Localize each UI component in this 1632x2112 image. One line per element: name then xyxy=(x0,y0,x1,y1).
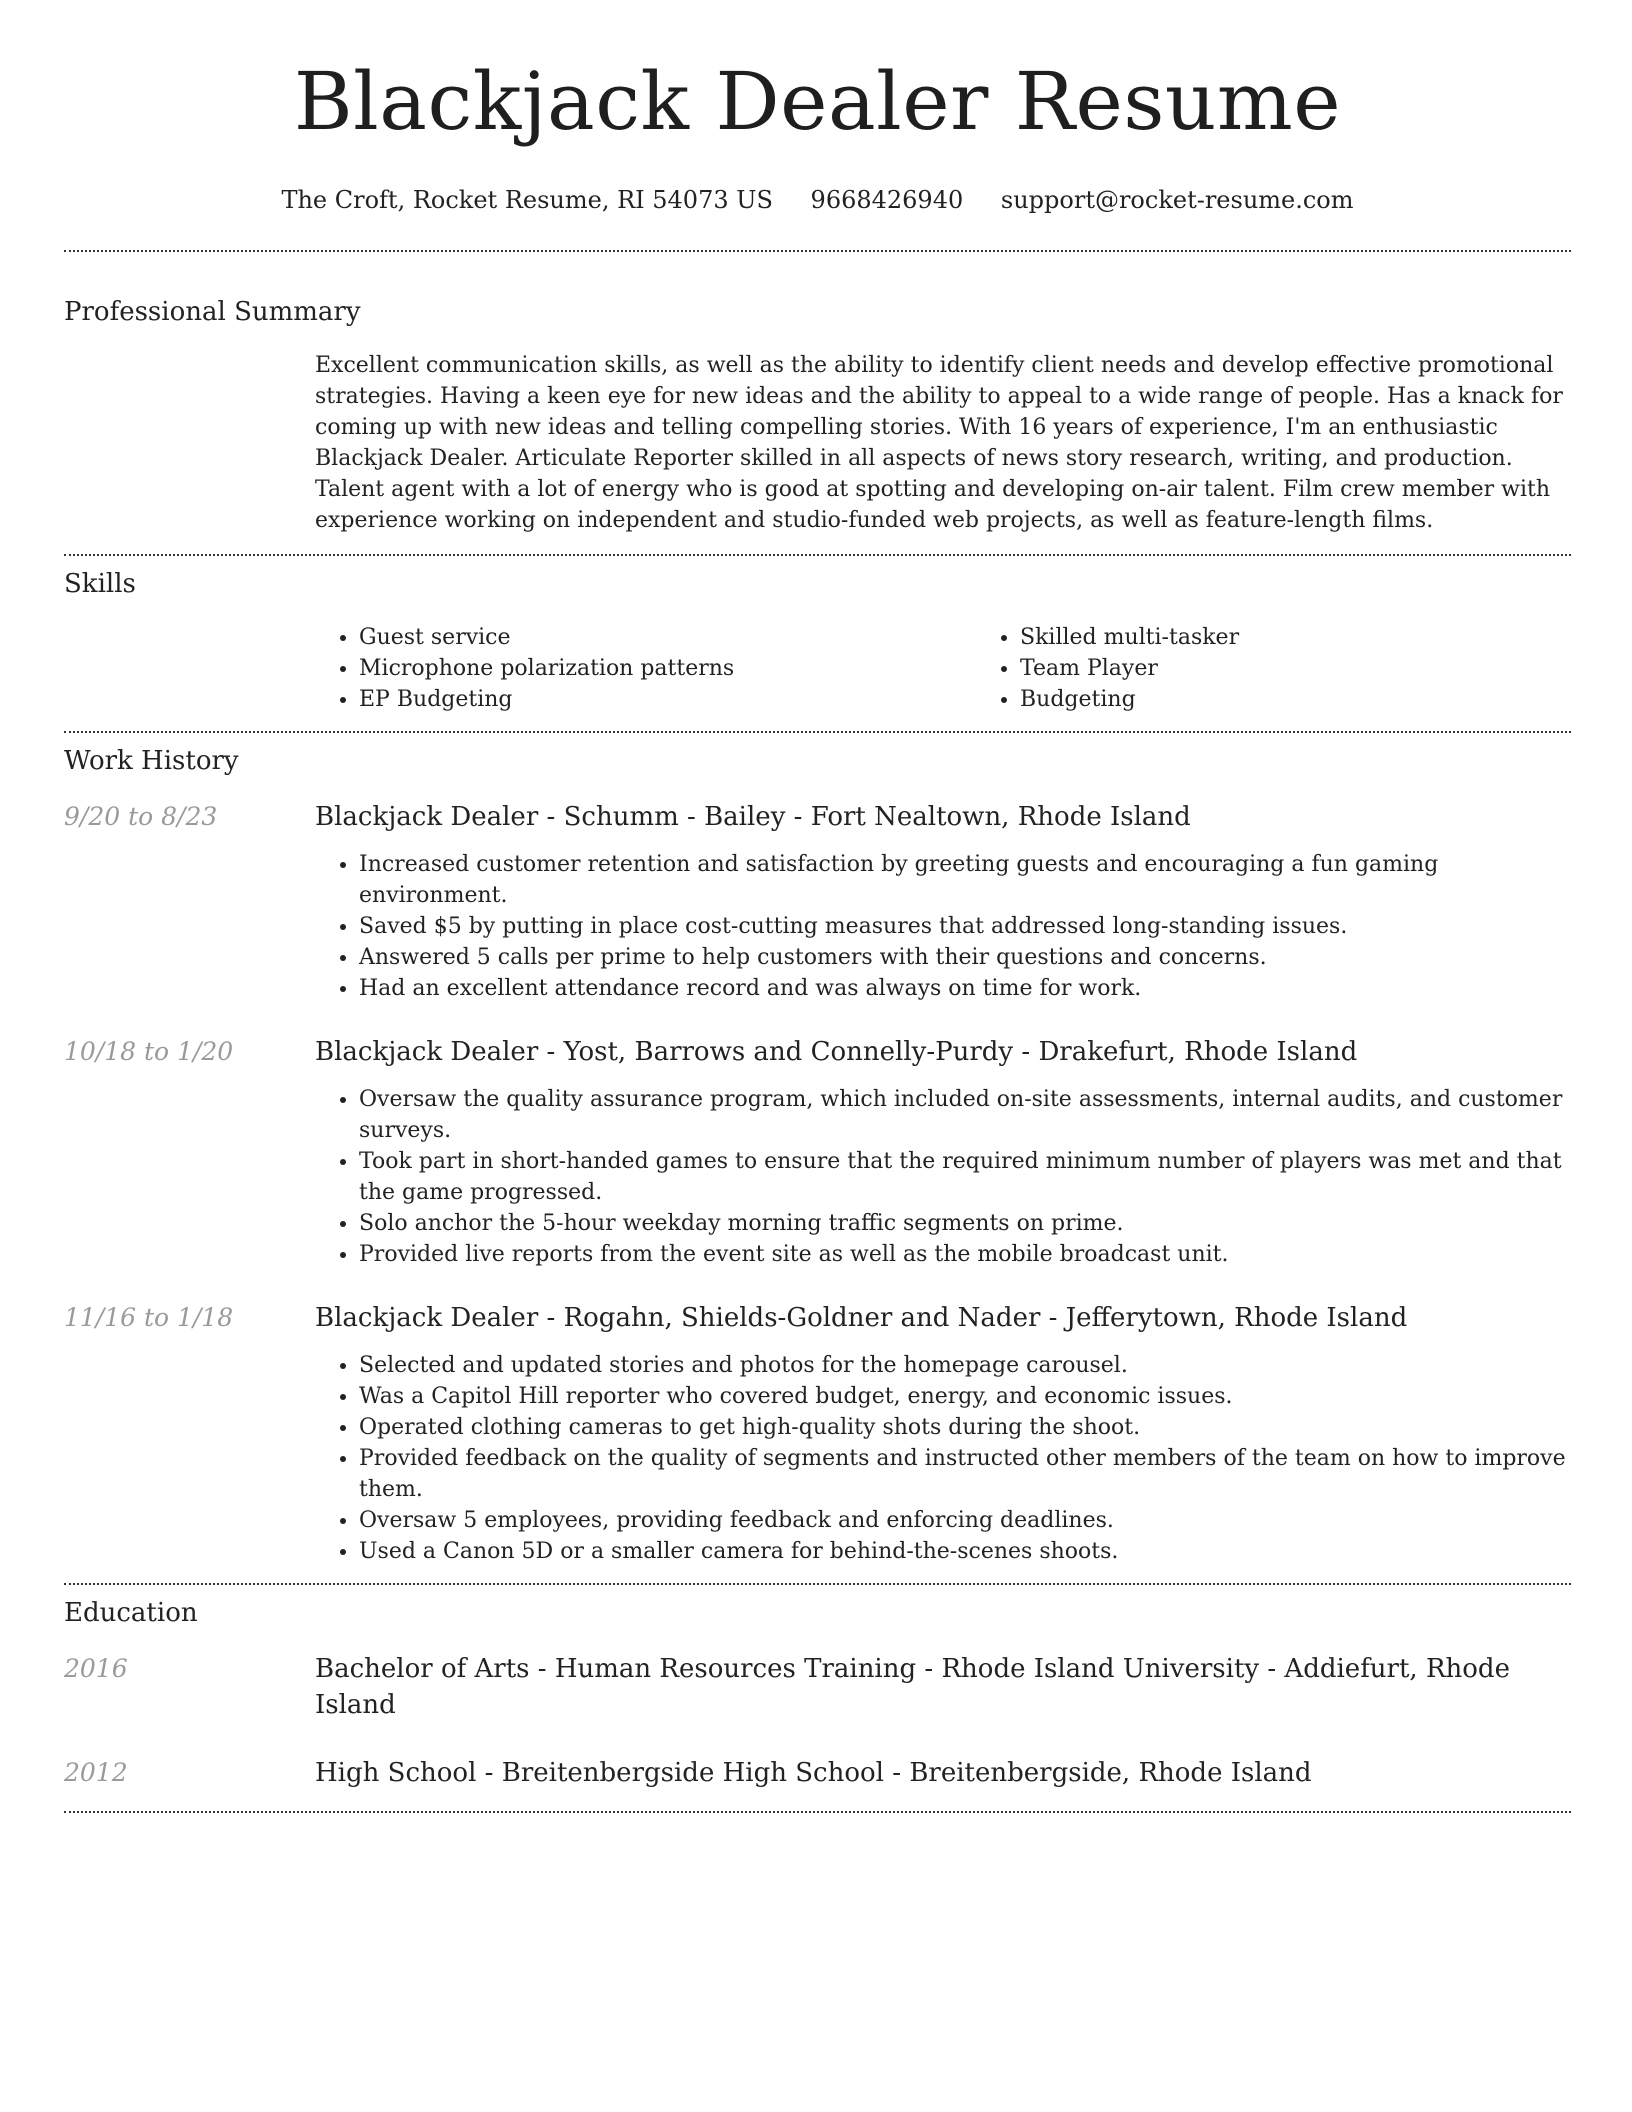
job-bullet: • Selected and updated stories and photos for the homepage carousel. xyxy=(359,1350,1571,1381)
job-heading: Blackjack Dealer - Rogahn, Shields-Goldner and Nader - Jefferytown, Rhode Island xyxy=(315,1303,1408,1333)
job-bullet: • Solo anchor the 5-hour weekday morning traffic segments on prime. xyxy=(359,1208,1571,1239)
education-location: Addiefurt, Rhode Island xyxy=(315,1654,1510,1720)
skills-list-left xyxy=(315,622,976,715)
job-dates: 11/16 to 1/18 xyxy=(64,1303,234,1332)
phone: 9668426940 xyxy=(810,186,964,214)
skills-section xyxy=(64,566,1571,715)
job-company: Yost, Barrows and Connelly-Purdy xyxy=(563,1037,1014,1067)
skill-item: • Guest service xyxy=(359,622,976,653)
section-title-education: Education xyxy=(64,1598,198,1628)
job-bullet: • Had an excellent attendance record and was always on time for work. xyxy=(359,973,1571,1004)
job-location: Drakefurt, Rhode Island xyxy=(1038,1037,1358,1067)
job-title: Blackjack Dealer xyxy=(315,1037,539,1067)
skill-item: • Team Player xyxy=(1020,653,1632,684)
education-location: Breitenbergside, Rhode Island xyxy=(909,1758,1312,1788)
job-bullet: • Provided feedback on the quality of segments and instructed other members of the team on how to improve them. xyxy=(359,1443,1571,1505)
job-bullet: • Oversaw the quality assurance program, which included on-site assessments, internal audits, and customer surveys. xyxy=(359,1084,1571,1146)
job-dates: 9/20 to 8/23 xyxy=(64,802,218,831)
skill-item: • Budgeting xyxy=(1020,684,1632,715)
job-title: Blackjack Dealer xyxy=(315,802,539,832)
education-field: Human Resources Training xyxy=(554,1654,917,1684)
job-bullet: • Oversaw 5 employees, providing feedback and enforcing deadlines. xyxy=(359,1505,1571,1536)
skills-list-right xyxy=(976,622,1632,715)
job-heading: Blackjack Dealer - Schumm - Bailey - Fort Nealtown, Rhode Island xyxy=(315,802,1191,832)
divider xyxy=(64,1583,1571,1585)
skill-item: • Skilled multi-tasker xyxy=(1020,622,1632,653)
summary-text: Excellent communication skills, as well as the ability to identify client needs and develop effective promotional strategies. Having a keen eye for new ideas and the ability to appeal to a wide range of people. Has a knack for coming up with new ideas and telling compelling stories. With 16 years of experience, I'm an enthusiastic Blackjack Dealer. Articulate Reporter skilled in all aspects of news story research, writing, and production. Talent agent with a lot of energy who is good at spotting and developing on-air talent. Film crew member with experience working on independent and studio-funded web projects, as well as feature-length films. xyxy=(315,353,1563,533)
education-heading: High School - Breitenbergside High School - Breitenbergside, Rhode Island xyxy=(315,1758,1312,1788)
skill-item: • Microphone polarization patterns xyxy=(359,653,976,684)
job-bullet: • Increased customer retention and satisfaction by greeting guests and encouraging a fun gaming environment. xyxy=(359,849,1571,911)
job-title: Blackjack Dealer xyxy=(315,1303,539,1333)
email[interactable]: support@rocket-resume.com xyxy=(1000,186,1354,214)
job-company: Rogahn, Shields-Goldner and Nader xyxy=(563,1303,1041,1333)
education-year: 2016 xyxy=(64,1654,128,1683)
job-bullet: • Answered 5 calls per prime to help customers with their questions and concerns. xyxy=(359,942,1571,973)
education-year: 2012 xyxy=(64,1758,128,1787)
work-history-section xyxy=(64,743,1571,1567)
education-degree: Bachelor of Arts xyxy=(315,1654,530,1684)
divider xyxy=(64,731,1571,733)
job-entry xyxy=(64,1034,1571,1270)
job-entry xyxy=(64,799,1571,1004)
summary-section xyxy=(64,294,1571,536)
job-location: Fort Nealtown, Rhode Island xyxy=(810,802,1191,832)
job-bullet: • Was a Capitol Hill reporter who covered budget, energy, and economic issues. xyxy=(359,1381,1571,1412)
job-bullets xyxy=(315,1084,1571,1270)
job-bullet: • Used a Canon 5D or a smaller camera for behind-the-scenes shoots. xyxy=(359,1536,1571,1567)
job-bullet: • Provided live reports from the event site as well as the mobile broadcast unit. xyxy=(359,1239,1571,1270)
resume-title: Blackjack Dealer Resume xyxy=(293,55,1342,148)
skill-item: • EP Budgeting xyxy=(359,684,976,715)
section-title-work: Work History xyxy=(64,746,239,776)
education-entry xyxy=(64,1755,1571,1791)
job-entry xyxy=(64,1300,1571,1567)
divider xyxy=(64,250,1571,252)
education-school: Rhode Island University xyxy=(941,1654,1260,1684)
address: The Croft, Rocket Resume, RI 54073 US xyxy=(281,186,773,214)
job-bullet: • Operated clothing cameras to get high-quality shots during the shoot. xyxy=(359,1412,1571,1443)
job-bullets xyxy=(315,1350,1571,1567)
job-location: Jefferytown, Rhode Island xyxy=(1065,1303,1408,1333)
section-title-summary: Professional Summary xyxy=(64,297,361,327)
education-school: Breitenbergside High School xyxy=(501,1758,884,1788)
resume-page xyxy=(64,0,1571,1813)
divider xyxy=(64,554,1571,556)
job-bullet: • Took part in short-handed games to ensure that the required minimum number of players was met and that the game progressed. xyxy=(359,1146,1571,1208)
education-section xyxy=(64,1595,1571,1791)
job-dates: 10/18 to 1/20 xyxy=(64,1037,234,1066)
education-degree: High School xyxy=(315,1758,477,1788)
job-company: Schumm - Bailey xyxy=(563,802,786,832)
education-entry xyxy=(64,1651,1571,1723)
job-bullet: • Saved $5 by putting in place cost-cutting measures that addressed long-standing issues. xyxy=(359,911,1571,942)
job-bullets xyxy=(315,849,1571,1004)
contact-line xyxy=(64,184,1571,216)
education-heading: Bachelor of Arts - Human Resources Training - Rhode Island University - Addiefurt, Rhode Island xyxy=(315,1654,1510,1720)
section-title-skills: Skills xyxy=(64,569,136,599)
divider xyxy=(64,1811,1571,1813)
job-heading: Blackjack Dealer - Yost, Barrows and Connelly-Purdy - Drakefurt, Rhode Island xyxy=(315,1037,1358,1067)
